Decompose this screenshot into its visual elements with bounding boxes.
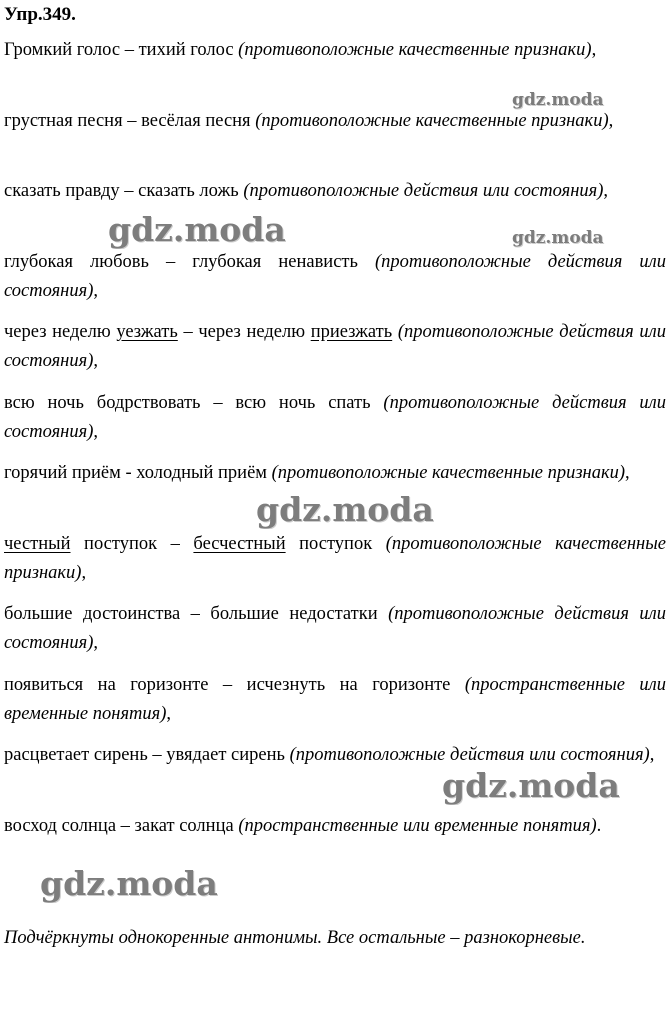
watermark: gdz.moda [40, 864, 218, 903]
antonym-pair-4: глубокая любовь – глубокая ненависть (противоположные действия или состояния), [4, 252, 666, 301]
exercise-title: Упр.349. [4, 4, 76, 25]
watermark: gdz.moda [108, 210, 286, 249]
watermark: gdz.moda [512, 90, 604, 110]
antonym-pair-2: грустная песня – весёлая песня (противоположные качественные признаки), [4, 111, 614, 131]
antonym-pair-12: восход солнца – закат солнца (пространственные или временные понятия). [4, 816, 602, 836]
watermark: gdz.moda [442, 766, 620, 805]
antonym-pair-11: расцветает сирень – увядает сирень (противоположные действия или состояния), [4, 745, 655, 765]
antonym-pair-5: через неделю уезжать – через неделю приезжать (противоположные действия или состояния), [4, 322, 666, 371]
antonym-pair-7: горячий приём - холодный приём (противоположные качественные признаки), [4, 463, 630, 483]
antonym-pair-10: появиться на горизонте – исчезнуть на горизонте (пространственные или временные понятия), [4, 675, 666, 724]
antonym-pair-1: Громкий голос – тихий голос (противоположные качественные признаки), [4, 40, 597, 60]
watermark: gdz.moda [256, 490, 434, 529]
summary-note: Подчёркнуты однокоренные антонимы. Все остальные – разнокорневые. [4, 928, 586, 948]
antonym-pair-3: сказать правду – сказать ложь (противоположные действия или состояния), [4, 181, 609, 201]
watermark: gdz.moda [512, 228, 604, 248]
antonym-pair-6: всю ночь бодрствовать – всю ночь спать (противоположные действия или состояния), [4, 393, 666, 442]
antonym-pair-8: честный поступок – бесчестный поступок (противоположные качественные признаки), [4, 534, 666, 583]
antonym-pair-9: большие достоинства – большие недостатки (противоположные действия или состояния), [4, 604, 666, 653]
